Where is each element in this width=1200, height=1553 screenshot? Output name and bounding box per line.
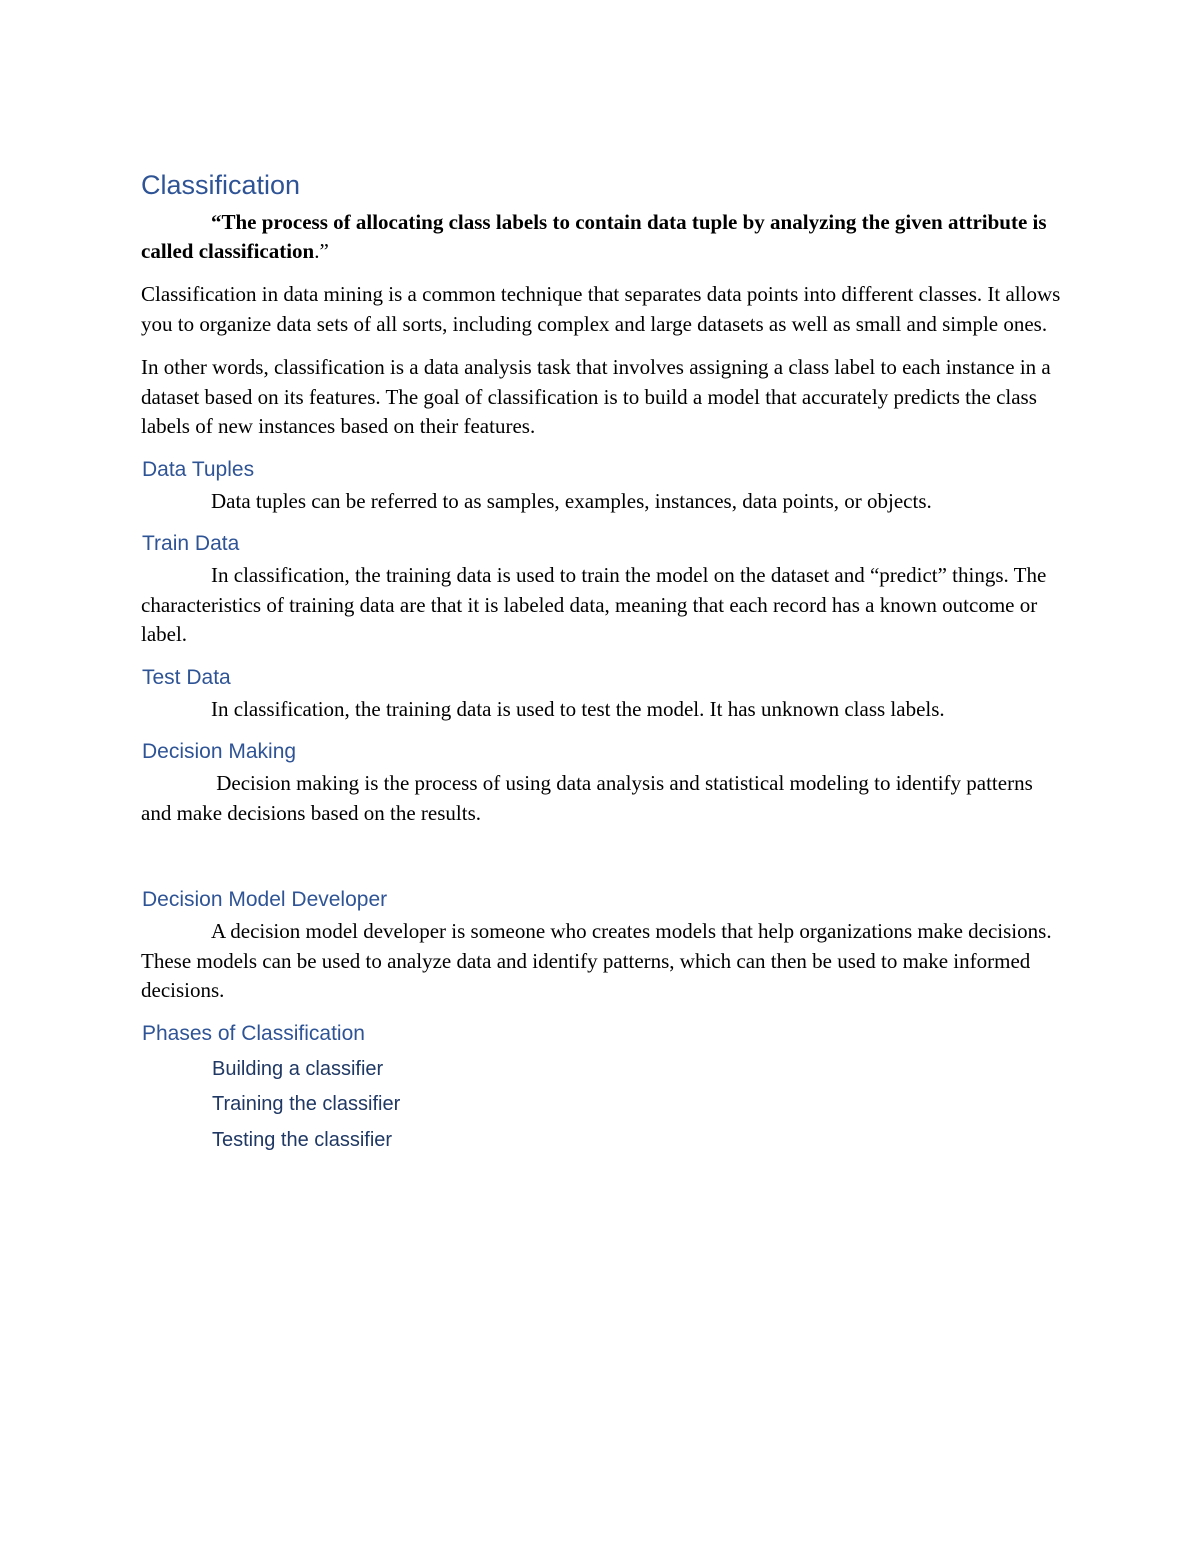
section-body-decision-making: Decision making is the process of using data analysis and statistical modeling to identify patterns and make decisions based on the results.	[141, 771, 1038, 825]
section-heading-data-tuples: Data Tuples	[142, 457, 255, 481]
section-body-data-tuples: Data tuples can be referred to as samples, examples, instances, data points, or objects.	[211, 488, 932, 513]
definition-quote	[141, 208, 1066, 266]
section-body-test-data: In classification, the training data is used to test the model. It has unknown class labels.	[211, 696, 945, 721]
document-content	[141, 168, 1066, 1158]
phases-list	[141, 1052, 1066, 1159]
definition-text: The process of allocating class labels to contain data tuple by analyzing the given attribute is called classification	[141, 210, 1047, 263]
definition-close: .”	[314, 239, 329, 263]
phase-item-building: Building a classifier	[212, 1057, 384, 1080]
blank-line	[141, 842, 1066, 886]
intro-paragraph-1: Classification in data mining is a common technique that separates data points into different classes. It allows you to organize data sets of all sorts, including complex and large datasets as well as small and simple ones.	[141, 282, 1061, 336]
phase-item-training: Training the classifier	[212, 1093, 401, 1115]
section-body-decision-model-developer: A decision model developer is someone who creates models that help organizations make decisions. These models can be used to analyze data and identify patterns, which can then be used to make informed decisions.	[141, 919, 1052, 1002]
document-title: Classification	[141, 170, 301, 200]
section-heading-test-data: Test Data	[142, 665, 231, 689]
section-heading-decision-making: Decision Making	[142, 740, 297, 763]
intro-paragraph-2: In other words, classification is a data analysis task that involves assigning a class label to each instance in a dataset based on its features. The goal of classification is to build a model that accurately predicts the class labels of new instances based on their features.	[141, 355, 1051, 438]
section-heading-decision-model-developer: Decision Model Developer	[142, 888, 388, 911]
phase-item-testing: Testing the classifier	[212, 1128, 393, 1151]
section-heading-train-data: Train Data	[142, 532, 240, 555]
definition-open-quote: “	[211, 210, 222, 234]
section-body-train-data: In classification, the training data is used to train the model on the dataset and “predict” things. The characteristics of training data are that it is labeled data, meaning that each record has a known outcome or label.	[141, 563, 1047, 646]
section-heading-phases: Phases of Classification	[142, 1021, 365, 1045]
